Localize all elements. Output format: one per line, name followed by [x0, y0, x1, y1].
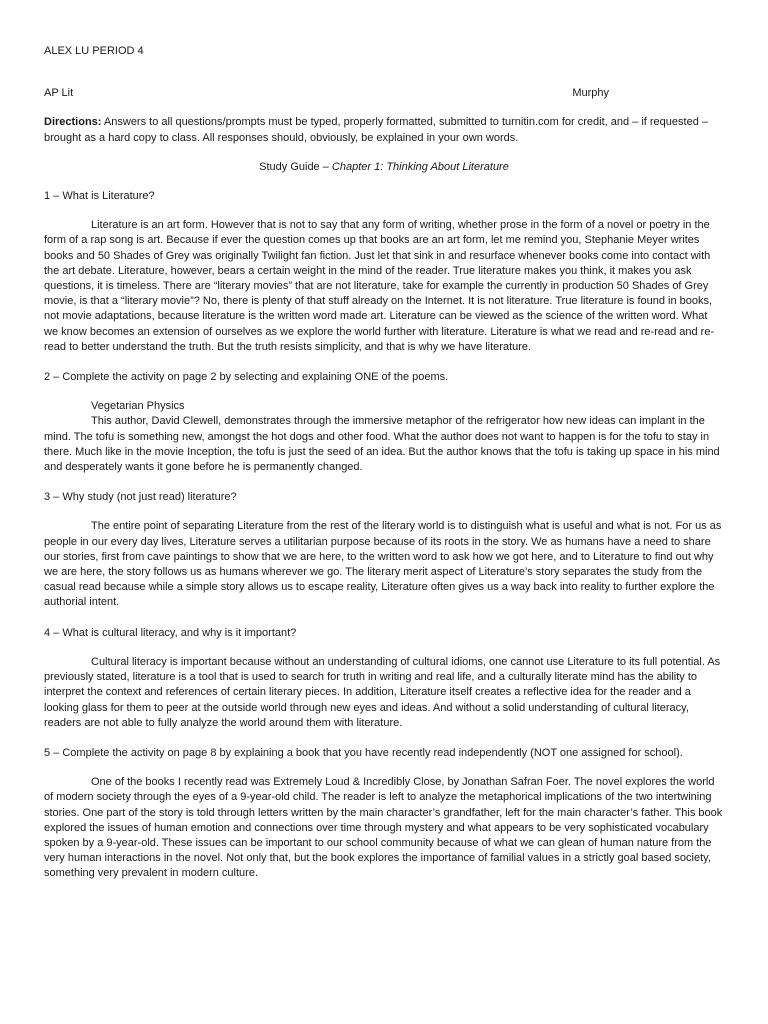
question-3: 3 – Why study (not just read) literature?	[44, 491, 237, 504]
answer-1: Literature is an art form. However that is not to say that any form of writing, whether prose in the form of a novel or poetry in the form of a rap song is art. Because if ever the question comes up that books are an art form, let me remind you, Stephanie Meyer writes books and 50 Shades of Grey was originally Twilight fan fiction. Just let that sink in and resurface whenever books come into contact with the art debate. Literature, however, bears a certain weight in the mind of the reader. True literature makes you think, it makes you ask questions, it is timeless. There are “literary movies” that are not literature, take for example the currently in production 50 Shades of Grey movie, is that a “literary movie”? No, there is plenty of that stuff already on the Internet. It is not literature. True literature is found in books, not movie adaptations, because literature is the written word made art. Literature can be viewed as the science of the written word. What we know becomes an extension of ourselves as we explore the world further with literature. Literature is what we read and re-read and re-read to better understand the truth. But the truth resists simplicity, and that is why we have literature.	[44, 219, 715, 353]
student-name: ALEX LU PERIOD 4	[44, 45, 144, 57]
title-prefix: Study Guide –	[259, 160, 332, 173]
directions-paragraph	[44, 115, 724, 145]
poem-title: Vegetarian Physics	[91, 400, 185, 413]
course-name: AP Lit	[44, 87, 74, 100]
answer-3: The entire point of separating Literature from the rest of the literary world is to distinguish what is useful and what is not. For us as people in our every day lives, Literature serves a utilitarian purpose because of its roots in the story. We as humans have a need to share our stories, first from cave paintings to show that we are here, to the written word to ask how we got here, and to Literature to find out why we are here, the story follows us as humans wherever we go. The literary merit aspect of Literature’s story separates the study from the casual read because while a simple story allows us to escape reality, Literature often gives us a way back into reality to further explore the authorial intent.	[44, 520, 722, 609]
study-guide-title	[44, 160, 724, 175]
directions-label: Directions:	[44, 116, 102, 129]
answer-5: One of the books I recently read was Extremely Loud & Incredibly Close, by Jonathan Safran Foer. The novel explores the world of modern society through the eyes of a 9-year-old child. The reader is left to analyze the metaphorical implications of the two intertwining stories. One part of the story is told through letters written by the main character’s grandfather, left for the main character’s father. This book explored the issues of human emotion and connections over time through mystery and what appears to be very sophisticated vocabulary spoken by a 9-year-old. These issues can be important to our school community because of what we can glean of human nature from the very human interactions in the novel. Not only that, but the book explores the importance of familial values in a strictly goal based society, something very prevalent in modern culture.	[44, 776, 723, 880]
teacher-name: Murphy	[572, 87, 609, 100]
answer-2: This author, David Clewell, demonstrates through the immersive metaphor of the refrigerator how new ideas can implant in the mind. The tofu is something new, amongst the hot dogs and other food. What the author does not want to happen is for the tofu to stay in there. Much like in the movie Inception, the tofu is just the seed of an idea. But the author knows that the tofu is taking up space in his mind and desperately wants it gone before he is permanently changed.	[44, 415, 720, 474]
question-5: 5 – Complete the activity on page 8 by explaining a book that you have recently read independently (NOT one assigned for school).	[44, 746, 683, 759]
question-4: 4 – What is cultural literacy, and why is it important?	[44, 626, 297, 639]
directions-text: Answers to all questions/prompts must be typed, properly formatted, submitted to turnitin.com for credit, and – if requested – brought as a hard copy to class. All responses should, obviously, be explained in your own words.	[44, 116, 708, 144]
question-2: 2 – Complete the activity on page 2 by selecting and explaining ONE of the poems.	[44, 371, 449, 384]
answer-4: Cultural literacy is important because without an understanding of cultural idioms, one cannot use Literature to its full potential. As previously stated, literature is a tool that is used to search for truth in writing and real life, and a culturally literate mind has the ability to interpret the context and references of certain literary pieces. In addition, Literature itself creates a reflective idea for the reader and a looking glass for them to peer at the outside world through new eyes and ideas. And without a solid understanding of cultural literacy, readers are not able to fully analyze the world around them with literature.	[44, 655, 721, 729]
header-row	[44, 86, 724, 101]
chapter-title: Chapter 1: Thinking About Literature	[331, 160, 509, 173]
question-1: 1 – What is Literature?	[44, 190, 155, 203]
